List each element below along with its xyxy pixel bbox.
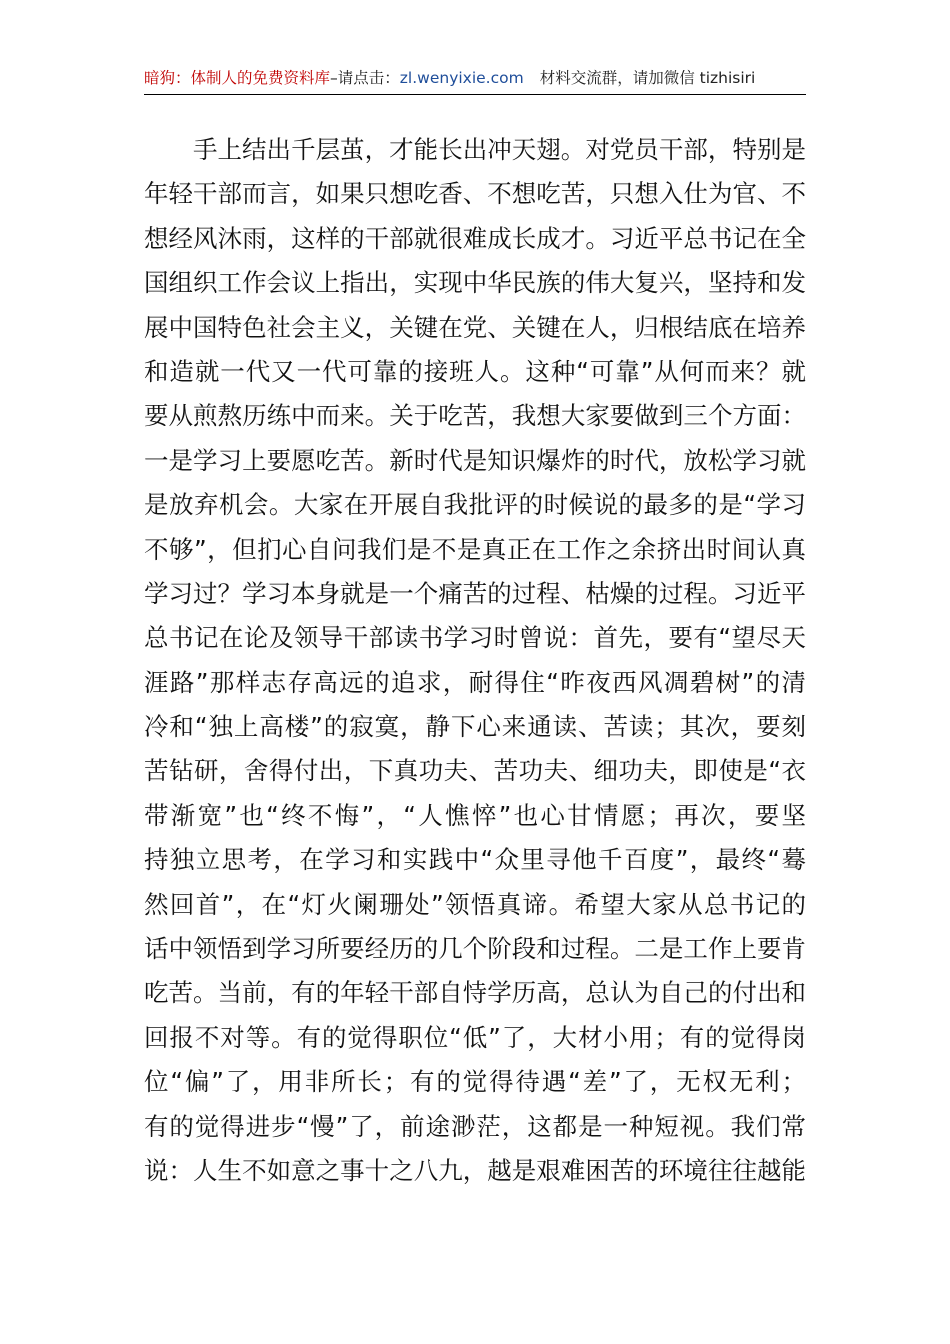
text-line: 想经风沐雨，这样的干部就很难成长成才。习近平总书记在全 (144, 223, 806, 253)
text-line: 不够”，但扪心自问我们是不是真正在工作之余挤出时间认真 (144, 534, 806, 564)
text-line: 学习过？学习本身就是一个痛苦的过程、枯燥的过程。习近平 (144, 578, 806, 608)
header-url-link[interactable]: zl.wenyixie.com (399, 69, 524, 87)
page-header (144, 66, 806, 95)
text-line: 总书记在论及领导干部读书学习时曾说：首先，要有“望尽天 (144, 623, 806, 653)
text-line: 位“偏”了，用非所长；有的觉得待遇“差”了，无权无利； (144, 1067, 806, 1097)
text-line: 冷和“独上高楼”的寂寞，静下心来通读、苦读；其次，要刻 (144, 712, 806, 742)
text-line: 有的觉得进步“慢”了，前途渺茫，这都是一种短视。我们常 (144, 1111, 806, 1141)
text-line: 说：人生不如意之事十之八九，越是艰难困苦的环境往往越能 (144, 1155, 806, 1185)
text-line: 是放弃机会。大家在开展自我批评的时候说的最多的是“学习 (144, 490, 806, 520)
text-line: 吃苦。当前，有的年轻干部自恃学历高，总认为自己的付出和 (144, 978, 806, 1008)
text-line: 要从煎熬历练中而来。关于吃苦，我想大家要做到三个方面： (144, 401, 806, 431)
text-line: 然回首”，在“灯火阑珊处”领悟真谛。希望大家从总书记的 (144, 889, 806, 919)
header-brand: 暗狗：体制人的免费资料库 (144, 69, 331, 87)
text-line: 话中领悟到学习所要经历的几个阶段和过程。二是工作上要肯 (144, 934, 806, 964)
text-line: 苦钻研，舍得付出，下真功夫、苦功夫、细功夫，即使是“衣 (144, 756, 806, 786)
header-wechat-note: 材料交流群，请加微信 tizhisiri (539, 69, 756, 87)
text-line: 持独立思考，在学习和实践中“众里寻他千百度”，最终“蓦 (144, 845, 806, 875)
text-line: 和造就一代又一代可靠的接班人。这种“可靠”从何而来？就 (144, 356, 806, 386)
document-body (144, 128, 806, 1193)
text-line: 展中国特色社会主义，关键在党、关键在人，归根结底在培养 (144, 312, 806, 342)
text-line: 一是学习上要愿吃苦。新时代是知识爆炸的时代，放松学习就 (144, 445, 806, 475)
text-line: 手上结出千层茧，才能长出冲天翅。对党员干部，特别是 (193, 135, 806, 164)
text-line: 国组织工作会议上指出，实现中华民族的伟大复兴，坚持和发 (144, 268, 806, 298)
text-line: 年轻干部而言，如果只想吃香、不想吃苦，只想入仕为官、不 (144, 179, 806, 209)
text-line: 带渐宽”也“终不悔”，“人憔悴”也心甘情愿；再次，要坚 (144, 800, 806, 830)
text-line: 回报不对等。有的觉得职位“低”了，大材小用；有的觉得岗 (144, 1022, 806, 1052)
header-click-prompt: –请点击： (330, 69, 400, 87)
text-line: 涯路”那样志存高远的追求，耐得住“昨夜西风凋碧树”的清 (144, 667, 806, 697)
